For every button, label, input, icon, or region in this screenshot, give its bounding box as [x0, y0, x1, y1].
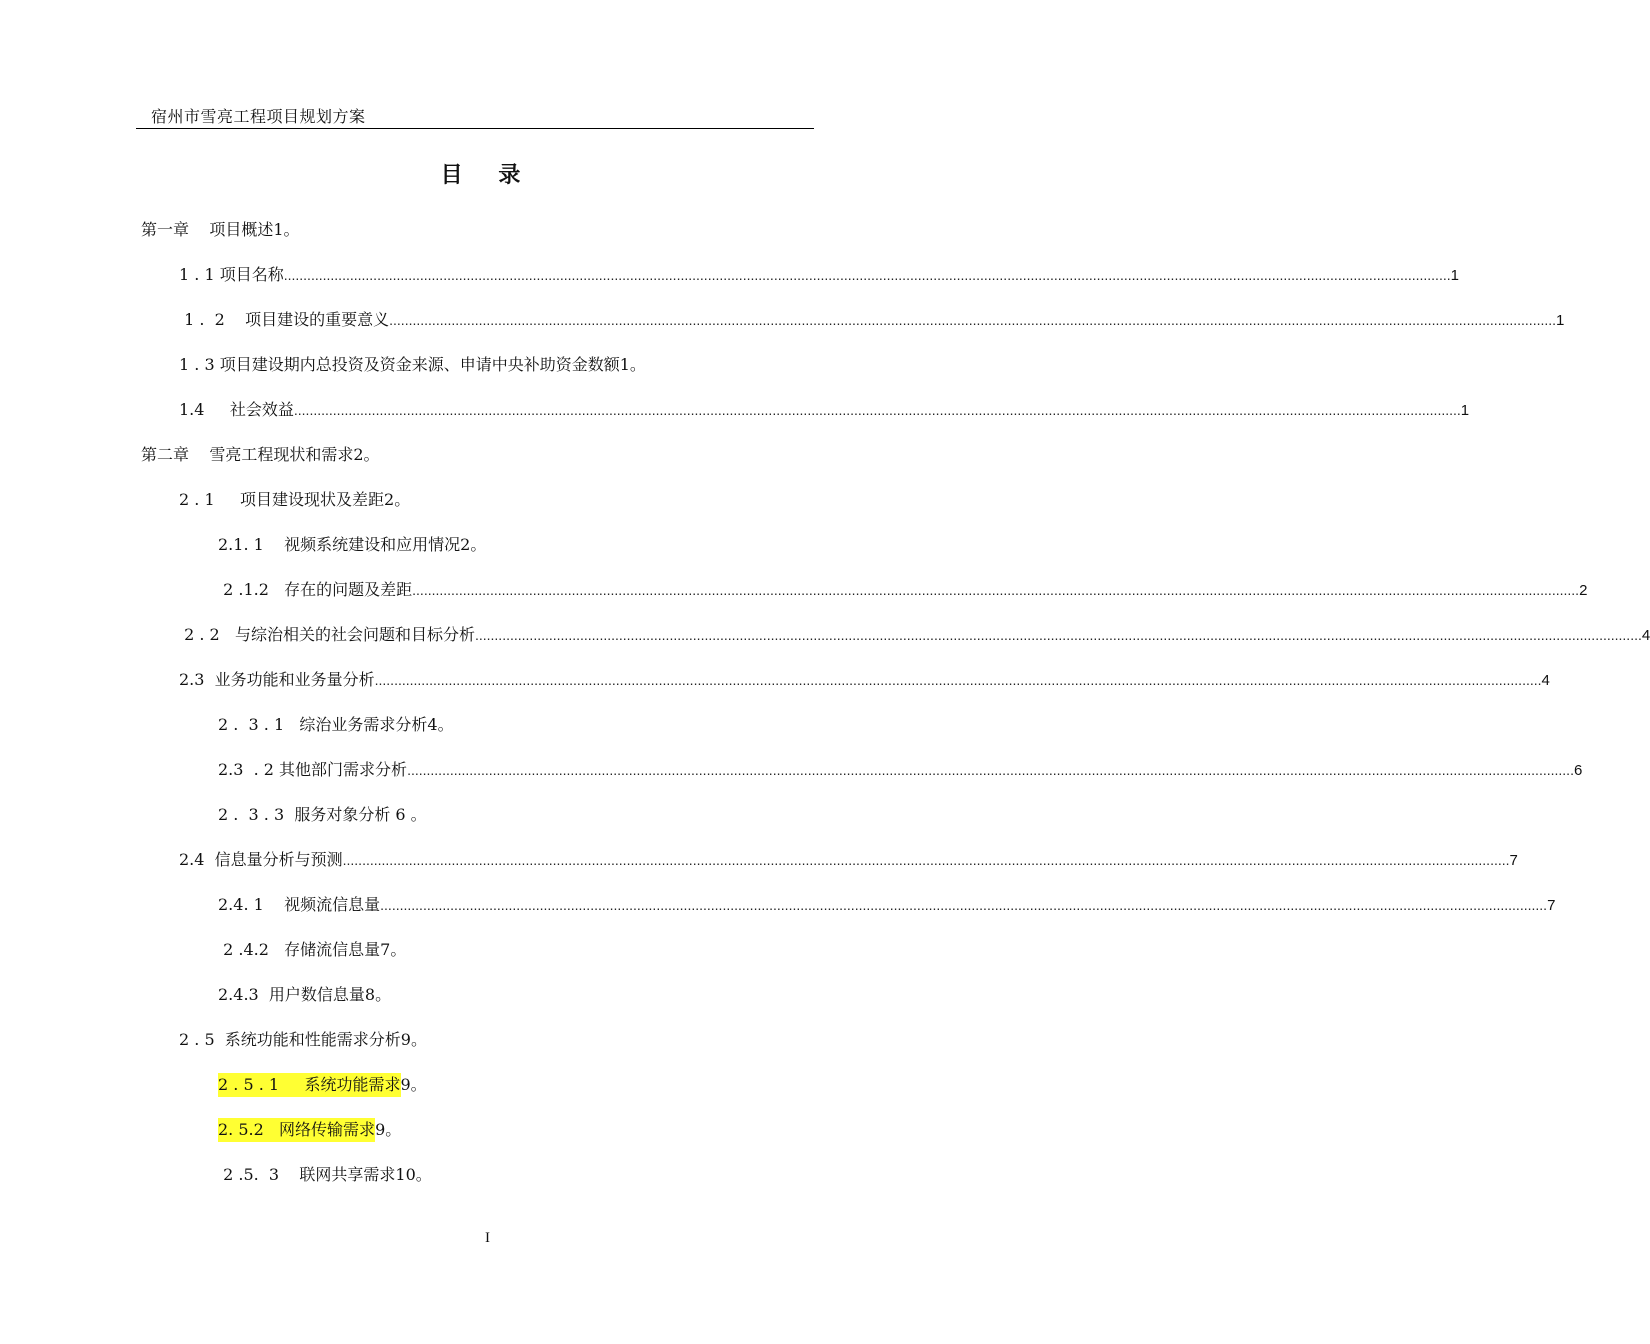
toc-entry-page: 1 [1450, 267, 1459, 284]
toc-entry-label-highlighted: 2. 5.2 网络传输需求 [218, 1118, 375, 1142]
toc-entry-label: 2.4.3 用户数信息量8。 [218, 985, 392, 1004]
toc-entry-label: 2 . 1 项目建设现状及差距2。 [179, 490, 411, 509]
toc-entry[interactable] [179, 398, 1470, 422]
toc-entry-label-highlighted: 2 . 5 . 1 系统功能需求 [218, 1073, 401, 1097]
toc-entry[interactable] [218, 1163, 798, 1187]
toc-entry[interactable] [218, 938, 798, 962]
toc-leader-dots: ............................................................................................................................................................................................................................................................................................................ [293, 402, 1461, 418]
toc-entry-label: 2.1. 1 视频系统建设和应用情况2。 [218, 535, 487, 554]
toc-entry-label: 2.4. 1 视频流信息量 [218, 895, 381, 914]
toc-entry[interactable] [179, 668, 1550, 692]
toc-entry-page-suffix: 9。 [400, 1075, 427, 1094]
toc-leader-dots: ............................................................................................................................................................................................................................................................................................................ [412, 582, 1580, 598]
toc-entry-label: 1 . 3 项目建设期内总投资及资金来源、申请中央补助资金数额1。 [179, 355, 646, 374]
toc-entry-label: 2.3 . 2 其他部门需求分析 [218, 760, 408, 779]
toc-entry-label: 1 . 2 项目建设的重要意义 [179, 310, 390, 329]
toc-entry-label: 2 . 3 . 1 综治业务需求分析4。 [218, 715, 454, 734]
toc-entry-page: 4 [1541, 672, 1550, 689]
toc-entry-highlighted[interactable] [218, 1073, 798, 1097]
toc-entry[interactable] [218, 578, 1588, 602]
toc-entry[interactable] [218, 803, 798, 827]
toc-entry-page: 1 [1460, 402, 1470, 419]
toc-entry-label: 1.4 社会效益 [179, 400, 294, 419]
toc-leader-dots: ............................................................................................................................................................................................................................................................................................................ [380, 897, 1548, 913]
toc-entry[interactable] [218, 983, 798, 1007]
toc-entry-chapter-2[interactable] [141, 443, 781, 467]
toc-entry-page: 7 [1547, 897, 1556, 914]
toc-entry[interactable] [179, 623, 1650, 647]
toc-entry-label: 2 .5. 3 联网共享需求10。 [218, 1165, 432, 1184]
toc-leader-dots: ............................................................................................................................................................................................................................................................................................................ [283, 267, 1451, 283]
toc-leader-dots: ............................................................................................................................................................................................................................................................................................................ [342, 852, 1510, 868]
toc-entry-page: 7 [1509, 852, 1518, 869]
toc-entry-page: 4 [1641, 627, 1650, 644]
toc-entry[interactable] [179, 263, 1459, 287]
toc-entry-label: 第一章 项目概述1。 [141, 220, 300, 239]
toc-entry-label: 2 . 3 . 3 服务对象分析 6 。 [218, 805, 427, 824]
toc-entry-page: 6 [1573, 762, 1583, 779]
toc-entry-page: 2 [1579, 582, 1588, 599]
toc-entry[interactable] [218, 713, 798, 737]
toc-entry-label: 1 . 1 项目名称 [179, 265, 284, 284]
toc-entry-page-suffix: 9。 [375, 1120, 402, 1139]
toc-leader-dots: ............................................................................................................................................................................................................................................................................................................ [407, 762, 1574, 778]
toc-leader-dots: ............................................................................................................................................................................................................................................................................................................ [474, 627, 1642, 643]
toc-entry[interactable] [179, 488, 779, 512]
toc-entry[interactable] [179, 353, 819, 377]
toc-entry[interactable] [218, 893, 1556, 917]
toc-leader-dots: ............................................................................................................................................................................................................................................................................................................ [389, 312, 1557, 328]
toc-entry-chapter-1[interactable] [141, 218, 781, 242]
toc-entry[interactable] [179, 1028, 779, 1052]
toc-entry[interactable] [179, 848, 1518, 872]
toc-entry-label: 2 . 2 与综治相关的社会问题和目标分析 [179, 625, 475, 644]
toc-entry-label: 2.4 信息量分析与预测 [179, 850, 343, 869]
toc-entry-page: 1 [1556, 312, 1565, 329]
toc-entry-highlighted[interactable] [218, 1118, 798, 1142]
toc-entry[interactable] [218, 533, 798, 557]
toc-entry-label: 2 .1.2 存在的问题及差距 [218, 580, 413, 599]
toc-entry-label: 第二章 雪亮工程现状和需求2。 [141, 445, 380, 464]
header-rule [136, 128, 814, 129]
toc-title: 目 录 [440, 163, 535, 188]
toc-entry-label: 2.3 业务功能和业务量分析 [179, 670, 375, 689]
page-header-title: 宿州市雪亮工程项目规划方案 [151, 107, 366, 126]
toc-entry[interactable] [179, 308, 1565, 332]
toc-entry-label: 2 . 5 系统功能和性能需求分析9。 [179, 1030, 427, 1049]
toc-leader-dots: ............................................................................................................................................................................................................................................................................................................ [374, 672, 1542, 688]
toc-entry[interactable] [218, 758, 1583, 782]
toc-entry-label: 2 .4.2 存储流信息量7。 [218, 940, 407, 959]
page-number: I [485, 1230, 490, 1246]
